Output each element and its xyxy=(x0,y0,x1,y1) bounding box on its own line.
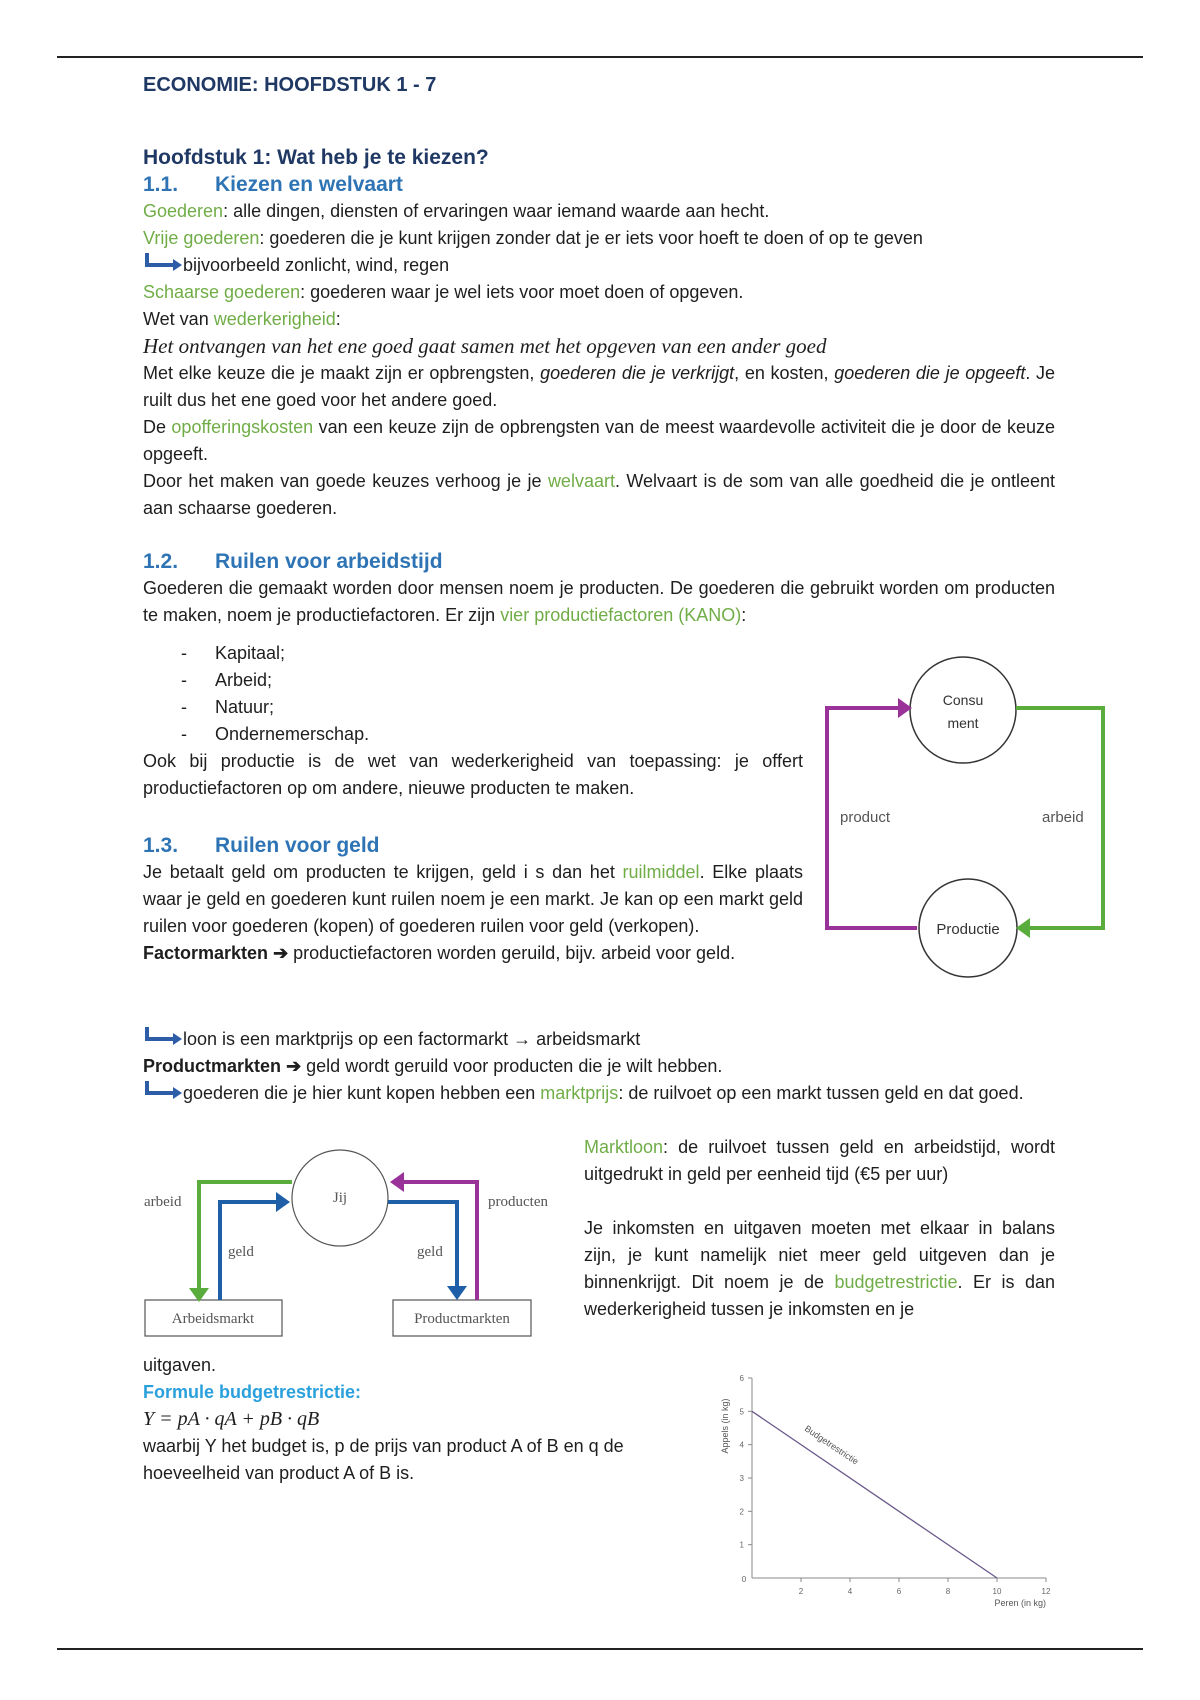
y-tick-label: 5 xyxy=(739,1407,744,1417)
chart-ylabel: Appels (in kg) xyxy=(720,1398,730,1454)
y-tick-label: 3 xyxy=(739,1474,744,1483)
curved-arrow-icon xyxy=(143,1027,183,1047)
section-ch1 xyxy=(143,144,1055,629)
loon-line: loon is een marktprijs op een factormarkt → arbeidsmarkt xyxy=(143,1026,1063,1053)
producten-arrowhead xyxy=(390,1172,404,1192)
formula-block xyxy=(143,1352,703,1487)
list-item: - Arbeid; xyxy=(143,667,643,694)
arbeid-label: arbeid xyxy=(1042,809,1084,826)
heading-1-1: 1.1. Kiezen en welvaart xyxy=(143,173,403,196)
list-item: - Natuur; xyxy=(143,694,643,721)
x-tick-label: 6 xyxy=(896,1587,902,1596)
def-marktloon: Marktloon: de ruilvoet tussen geld en arbeidstijd, wordt uitgedrukt in geld per eenheid tijd (€5 per uur) xyxy=(584,1137,1055,1184)
bottom-rule xyxy=(57,1648,1143,1650)
markets-diagram xyxy=(140,1140,580,1340)
geld-right-label: geld xyxy=(417,1244,443,1260)
geld-left-label: geld xyxy=(228,1244,254,1260)
arbeid-label: arbeid xyxy=(144,1194,182,1210)
chart-annotation: Budgetrestrictie xyxy=(802,1423,861,1467)
para-productiefactoren: Goederen die gemaakt worden door mensen noem je producten. De goederen die gebruikt worden om producten te maken, noem je productiefactoren. Er zijn vier productiefactoren (KANO): xyxy=(143,578,1055,625)
list-item: - Kapitaal; xyxy=(143,640,643,667)
uitgaven-text: uitgaven. xyxy=(143,1355,217,1375)
para-ruilmiddel: Je betaalt geld om producten te krijgen, geld i s dan het ruilmiddel. Elke plaats waar je geld en goederen kunt ruilen noem je een markt. Je kan op een markt geld ruilen voor goederen (kopen) of goederen ruilen voor geld (verkopen). xyxy=(143,862,803,936)
quote: Het ontvangen van het ene goed gaat samen met het opgeven van een ander goed xyxy=(143,334,827,358)
section-1-3 xyxy=(143,832,803,967)
wet-wederkerigheid: Wet van wederkerigheid: xyxy=(143,309,341,329)
consument-node xyxy=(910,657,1016,763)
chart-ticks xyxy=(740,1374,1051,1596)
productmarkten-label: Productmarkten xyxy=(414,1311,510,1327)
arbeidsmarkt-label: Arbeidsmarkt xyxy=(171,1311,255,1327)
formula-title: Formule budgetrestrictie: xyxy=(143,1382,362,1402)
y-tick-label: 6 xyxy=(739,1374,744,1383)
vrije-example: bijvoorbeeld zonlicht, wind, regen xyxy=(143,252,1055,279)
arbeid-arrowhead xyxy=(1016,918,1030,938)
consument-label-1: Consu xyxy=(942,692,984,708)
circular-flow-diagram xyxy=(820,650,1110,980)
para-opofferingskosten: De opofferingskosten van een keuze zijn de opbrengsten van de meest waardevolle activiteit die je door de keuze opgeeft. xyxy=(143,417,1056,464)
budget-chart xyxy=(712,1366,1062,1616)
para-factormarkten: Factormarkten ➔ productiefactoren worden geruild, bijv. arbeid voor geld. xyxy=(143,943,736,963)
geld-left-arrowhead xyxy=(276,1192,290,1212)
chart-series xyxy=(752,1411,997,1578)
def-schaarse-goederen: Schaarse goederen: goederen waar je wel iets voor moet doen of opgeven. xyxy=(143,282,744,302)
para-keuze: Met elke keuze die je maakt zijn er opbrengsten, goederen die je verkrijgt, en kosten, goederen die je opgeeft. Je ruilt dus het ene goed voor het andere goed. xyxy=(143,363,1055,410)
y-tick-label: 4 xyxy=(739,1440,744,1450)
def-goederen: Goederen: alle dingen, diensten of ervaringen waar iemand waarde aan hecht. xyxy=(143,201,770,221)
x-tick-label: 4 xyxy=(847,1587,853,1596)
heading-1-3: 1.3. Ruilen voor geld xyxy=(143,834,380,857)
formula: Y = pA · qA + pB · qB xyxy=(143,1408,320,1430)
x-tick-label: 8 xyxy=(945,1587,951,1596)
list-item: - Ondernemerschap. xyxy=(143,721,643,748)
para-waarbij: waarbij Y het budget is, p de prijs van product A of B en q de hoeveelheid van product A of B is. xyxy=(143,1436,624,1483)
product-label: product xyxy=(840,809,891,826)
para-budgetrestrictie: Je inkomsten en uitgaven moeten met elkaar in balans zijn, je kunt namelijk niet meer geld uitgeven dan je binnenkrijgt. Dit noem je de budgetrestrictie. Er is dan wederkerigheid tussen je inkomsten en je xyxy=(584,1218,1055,1319)
jij-label: Jij xyxy=(332,1190,348,1206)
top-rule xyxy=(57,56,1143,58)
x-tick-label: 12 xyxy=(1041,1587,1051,1596)
section-markets xyxy=(143,1026,1063,1107)
heading-1-2: 1.2. Ruilen voor arbeidstijd xyxy=(143,550,443,573)
geld-right-arrowhead xyxy=(447,1286,467,1300)
chapter-title: Hoofdstuk 1: Wat heb je te kiezen? xyxy=(143,146,489,169)
factor-list xyxy=(143,640,643,748)
budget-line xyxy=(752,1411,997,1578)
x-tick-label: 0 xyxy=(741,1575,747,1584)
x-tick-label: 10 xyxy=(992,1587,1002,1596)
curved-arrow-icon xyxy=(143,253,183,273)
producten-label: producten xyxy=(488,1194,548,1210)
marktprijs-line: goederen die je hier kunt kopen hebben een marktprijs: de ruilvoet op een markt tussen geld en dat goed. xyxy=(143,1080,1063,1107)
para-welvaart: Door het maken van goede keuzes verhoog je je welvaart. Welvaart is de som van alle goedheid die je ontleent aan schaarse goederen. xyxy=(143,471,1055,518)
para-ook: Ook bij productie is de wet van wederkerigheid van toepassing: je offert productiefactoren op om andere, nieuwe producten te maken. xyxy=(143,751,803,798)
productmarkten-line: Productmarkten ➔ geld wordt geruild voor producten die je wilt hebben. xyxy=(143,1056,723,1076)
chart-xlabel: Peren (in kg) xyxy=(994,1598,1046,1608)
producten-arrow xyxy=(402,1182,477,1300)
y-tick-label: 1 xyxy=(739,1540,744,1550)
x-tick-label: 2 xyxy=(798,1587,804,1596)
y-tick-label: 2 xyxy=(739,1507,744,1517)
productie-label: Productie xyxy=(936,921,1000,938)
consument-label-2: ment xyxy=(947,715,979,731)
chart-axes xyxy=(752,1378,1046,1578)
document-title: ECONOMIE: HOOFDSTUK 1 - 7 xyxy=(143,74,437,96)
def-vrije-goederen: Vrije goederen: goederen die je kunt krijgen zonder dat je er iets voor hoeft te doen of op te geven xyxy=(143,228,923,248)
curved-arrow-icon xyxy=(143,1081,183,1101)
marktloon-block xyxy=(584,1134,1055,1323)
